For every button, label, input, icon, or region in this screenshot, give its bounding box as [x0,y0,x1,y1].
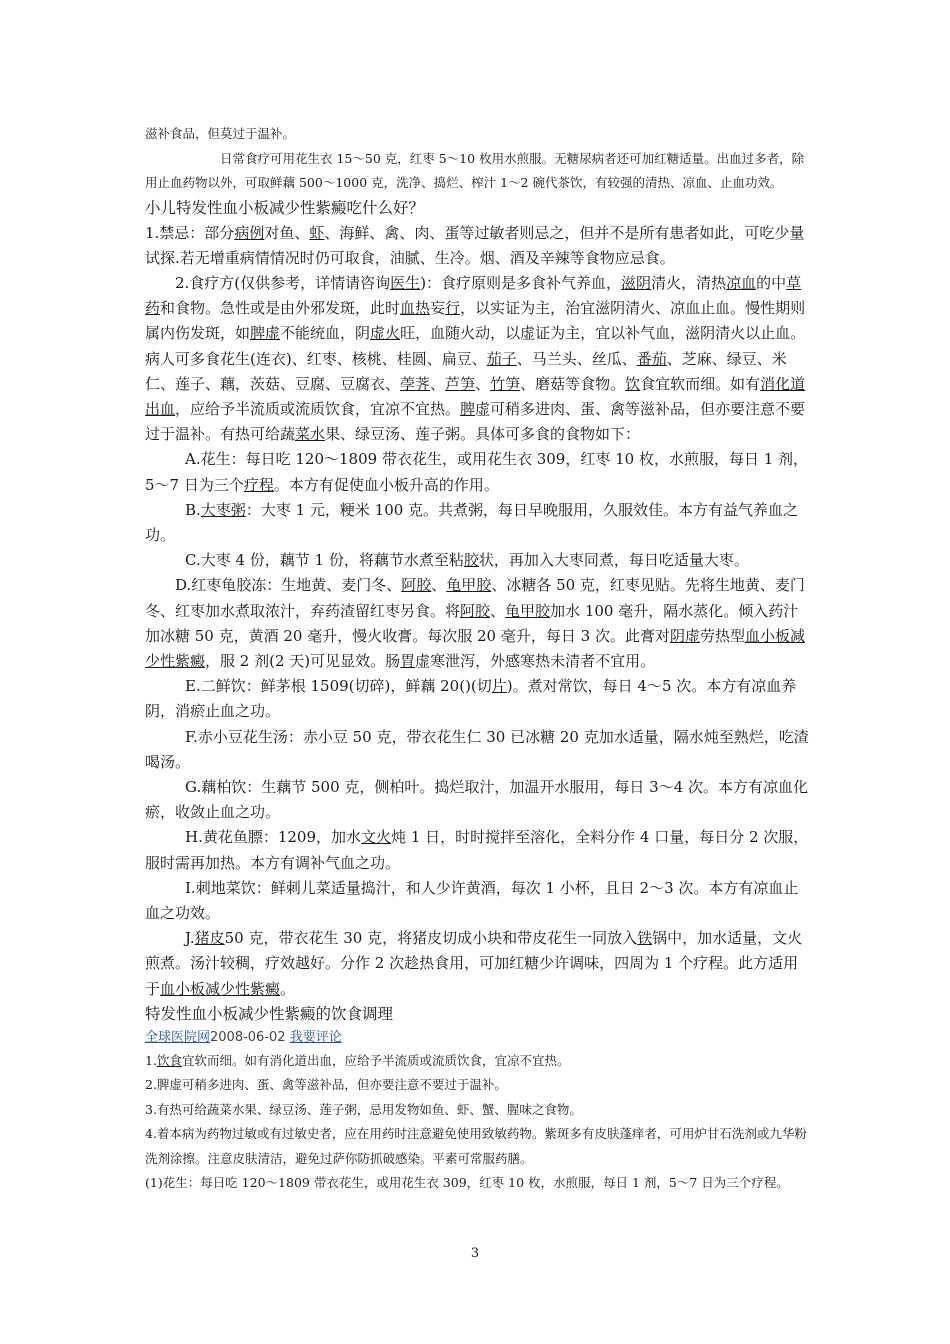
diet-tip-item [145,1098,810,1123]
text-run: 、 [431,576,447,595]
linked-term[interactable]: 文火 [361,828,392,847]
linked-term[interactable]: 血小板减少性紫癜 [145,626,805,670]
document-content [145,122,810,1196]
text-run: 50 克，带衣花生 30 克，将猪皮切成小块和带皮花生一同放入 [224,929,638,948]
recipe-item [145,725,810,775]
text-run: 、芝麻、绿豆、米仁、莲子、藕，茨菇、豆腐、豆腐衣、 [145,349,787,393]
linked-term[interactable]: 阿胶 [401,576,432,595]
linked-term[interactable]: 血小板减少性紫癜 [160,979,281,998]
linked-term[interactable]: 龟甲胶 [446,576,492,595]
text-run: 炖 1 日，时时搅拌至溶化，全料分作 4 口量，每日分 2 次服，服时需再加热。本方有调补气血之功。 [145,828,809,872]
text-run: 。 [280,979,296,998]
text-run: ，应给予半流质或流质饮食，宜凉不宜热。 [175,399,461,418]
linked-term[interactable]: 饮 [625,374,641,393]
text-run: 虚寒泄泻，外感寒热未清者不宜用。 [415,651,656,670]
text-run: 、 [430,374,446,393]
linked-term[interactable]: 胃 [400,651,416,670]
text-run: 状，再加入大枣同煮，每日吃适量大枣。 [478,551,749,570]
linked-term[interactable]: 胶 [463,551,479,570]
linked-term[interactable]: 医生 [390,273,421,292]
text-run: 锅中，加水适量，文火煎煮。汤汁较稠，疗效越好。分作 2 次趁热食用，可加红糖少许调味，四周为 1 个疗程。此方适用于 [145,929,803,998]
text-run: A.花生：每日吃 120～1809 带衣花生，或用花生衣 309，红枣 10 枚，水煎服，每日 1 剂，5～7 日为三个 [145,450,809,494]
text-run: F.赤小豆花生汤：赤小豆 50 克，带衣花生仁 30 已冰糖 20 克加水适量，隔水炖至熟烂，吃渣喝汤。 [145,727,809,771]
text-run: B. [185,500,201,519]
linked-term[interactable]: 菜水 [295,425,326,444]
taboo-paragraph [145,221,810,271]
linked-term[interactable]: 虚火 [370,324,401,343]
linked-term[interactable]: 茄子 [486,349,517,368]
text-run: )。煮对常饮，每日 4～5 次。本方有凉血养阴，消瘀止血之功。 [145,677,797,721]
text-run: 虚可稍多进肉、蛋、禽等滋补品，但亦要注意不要过于温补。有热可给蔬 [145,399,806,444]
linked-term[interactable]: 血热 [400,299,431,318]
diet-therapy-paragraph [145,271,810,447]
text-run: ：大枣 1 元，粳米 100 克。共煮粥，每日早晚服用，久服效佳。本方有益气养血之功。 [145,500,799,544]
text-run: 。本方有促使血小板升高的作用。 [273,475,499,494]
text-run: I.刺地菜饮：鲜刺儿菜适量捣汁，和人少许黄酒，每次 1 小杯，且日 2～3 次。本方有凉血止血之功效。 [145,878,799,922]
recipe-item [145,548,810,573]
linked-term[interactable]: 虾 [309,223,325,242]
linked-term[interactable]: 番茄 [636,349,667,368]
diet-tip-item [145,1049,810,1074]
linked-term[interactable]: 消化道出血 [145,374,806,418]
linked-term[interactable]: 竹笋 [490,374,521,393]
linked-term[interactable]: 铁 [637,929,653,948]
section-title: 小儿特发性血小板减少性紫癜吃什么好？ [145,198,425,217]
text-run: (1)花生：每日吃 120～1809 带衣花生，或用花生衣 309，红枣 10 枚，水煎服，每日 1 剂，5～7 日为三个疗程。 [145,1175,789,1191]
diet-tips-list [145,1049,810,1196]
linked-term[interactable]: 荸荠 [400,374,431,393]
source-line [145,1027,810,1049]
text-run: ，以实证为主，治宜滋阴清火、凉血止血。慢性期则属内伤发斑，如 [145,299,806,343]
recipe-item [145,775,810,825]
text-run: 的中 [756,273,787,292]
text-run: 1.禁忌：部分 [145,223,235,242]
text-run: 滋补食品，但莫过于温补。 [145,126,296,141]
recipe-item [145,447,810,497]
linked-term[interactable]: 行 [445,299,461,318]
linked-term[interactable]: 凉血 [726,273,757,292]
text-run: D.红枣龟胶冻：生地黄、麦门冬、 [175,576,402,595]
intro-paragraph [145,147,810,196]
recipe-item [145,498,810,548]
text-run: 日常食疗可用花生衣 15～50 克，红枣 5～10 枚用水煎服。无糖尿病者还可加红糖适量。出血过多者，除用止血药物以外，可取鲜藕 500～1000 克，洗净、捣烂、榨汁 1～2 碗代茶饮，有较强的清热、凉血、止血功效。 [145,150,805,190]
page-number: 3 [470,1246,480,1261]
text-run: 、 [475,374,491,393]
linked-term[interactable]: 猪皮 [194,929,225,948]
linked-term[interactable]: 龟甲胶 [505,601,551,620]
text-run: 对鱼、 [264,223,310,242]
recipe-list [145,447,810,1001]
text-run: )：食疗原则是多食补气养血， [420,273,622,292]
linked-term[interactable]: 脾虚 [250,324,281,343]
linked-term[interactable]: 片 [491,677,507,696]
text-run: 2.食疗方(仅供参考，详情请咨询 [175,273,391,292]
text-run: E.二鲜饮：鲜茅根 1509(切碎)，鲜藕 20()(切 [185,677,492,696]
text-run: 清火，清热 [651,273,727,292]
text-run: 旺，血随火动，以虚证为主，宜以补气血，滋阴清火以止血。病人可多食花生(连衣)、红枣、核桃、桂圆、扁豆、 [145,324,806,368]
section-title-2: 特发性血小板减少性紫癜的饮食调理 [145,1004,394,1023]
text-run: 、马兰头、丝瓜、 [516,349,637,368]
linked-term[interactable]: 脾 [460,399,476,418]
linked-term[interactable]: 滋阴 [621,273,652,292]
text-run: 加水 100 毫升，隔水蒸化。倾入药汁加冰糖 50 克，黄酒 20 毫升，慢火收膏。每次服 20 毫升，每日 3 次。此膏对 [145,601,799,645]
text-run: G.藕柏饮：生藕节 500 克，侧柏叶。捣烂取汁，加温开水服用，每日 3～4 次。本方有凉血化瘀，收敛止血之功。 [145,777,809,822]
comment-link[interactable]: 我要评论 [289,1029,342,1045]
source-date: 2008-06-02 [210,1029,286,1045]
linked-term[interactable]: 饮食 [156,1052,182,1068]
recipe-item [145,674,810,724]
text-run: C.大枣 4 份，藕节 1 份，将藕节水煮至粘 [185,551,464,570]
text-run: 劳热型 [699,626,745,645]
text-run: 4.着本病为药物过敏或有过敏史者，应在用药时注意避免使用致敏药物。紫斑多有皮肤蓬痒者，可用炉甘石洗剂或九华粉洗剂涂擦。注意皮肤清洁，避免过萨你防抓破感染。平素可常服药膳。 [145,1126,807,1166]
linked-term[interactable]: 芦笋 [445,374,476,393]
recipe-item [145,926,810,1002]
linked-term[interactable]: 阴虚 [669,626,700,645]
text-run: 1. [145,1052,157,1068]
linked-term[interactable]: 疗程 [243,475,274,494]
text-run: 宜软而细。如有消化道出血，应给予半流质或流质饮食，宜凉不宜热。 [181,1052,570,1068]
text-run: 、冰糖各 50 克，红枣见贴。先将生地黄、麦门冬、红枣加水煮取浓汁，弃药渣留红枣另食。将 [145,576,805,620]
text-run: 2.脾虚可稍多进肉、蛋、禽等滋补品，但亦要注意不要过于温补。 [145,1077,507,1093]
diet-tip-item [145,1171,810,1196]
diet-tip-item [145,1122,810,1171]
text-run: 果、绿豆汤、莲子粥。具体可多食的食物如下： [325,425,641,444]
text-run: 和食物。急性或是由外邪发斑，此时 [160,299,401,318]
text-run: 、 [490,601,506,620]
linked-term[interactable]: 阿胶 [460,601,491,620]
source-site-link[interactable]: 全球医院网 [145,1029,211,1045]
text-run: 、磨菇等食物。 [520,374,626,393]
linked-term[interactable]: 大枣粥 [200,500,246,519]
intro-line [145,122,810,147]
linked-term[interactable]: 病例 [234,223,265,242]
text-run: 3.有热可给蔬菜水果、绿豆汤、莲子粥，忌用发物如鱼、虾、蟹、腥味之食物。 [145,1101,582,1117]
text-run: H.黄花鱼膘：1209，加水 [185,828,362,847]
text-run: J. [185,929,195,948]
recipe-item [145,573,810,674]
recipe-item [145,876,810,926]
diet-tip-item [145,1073,810,1098]
text-run: 妄 [430,299,446,318]
text-run: 、海鲜、禽、肉、蛋等过敏者则忌之，但并不是所有患者如此，可吃少量试探.若无增重病情情况时仍可取食，油腻、生冷。烟、酒及辛辣等食物应忌食。 [145,223,805,267]
recipe-item [145,825,810,875]
text-run: ，服 2 剂(2 天)可见显效。肠 [205,651,401,670]
linked-term[interactable]: 草药 [145,273,802,318]
text-run: 食宜软而细。如有 [640,374,761,393]
text-run: 不能统血，阴 [280,324,371,343]
